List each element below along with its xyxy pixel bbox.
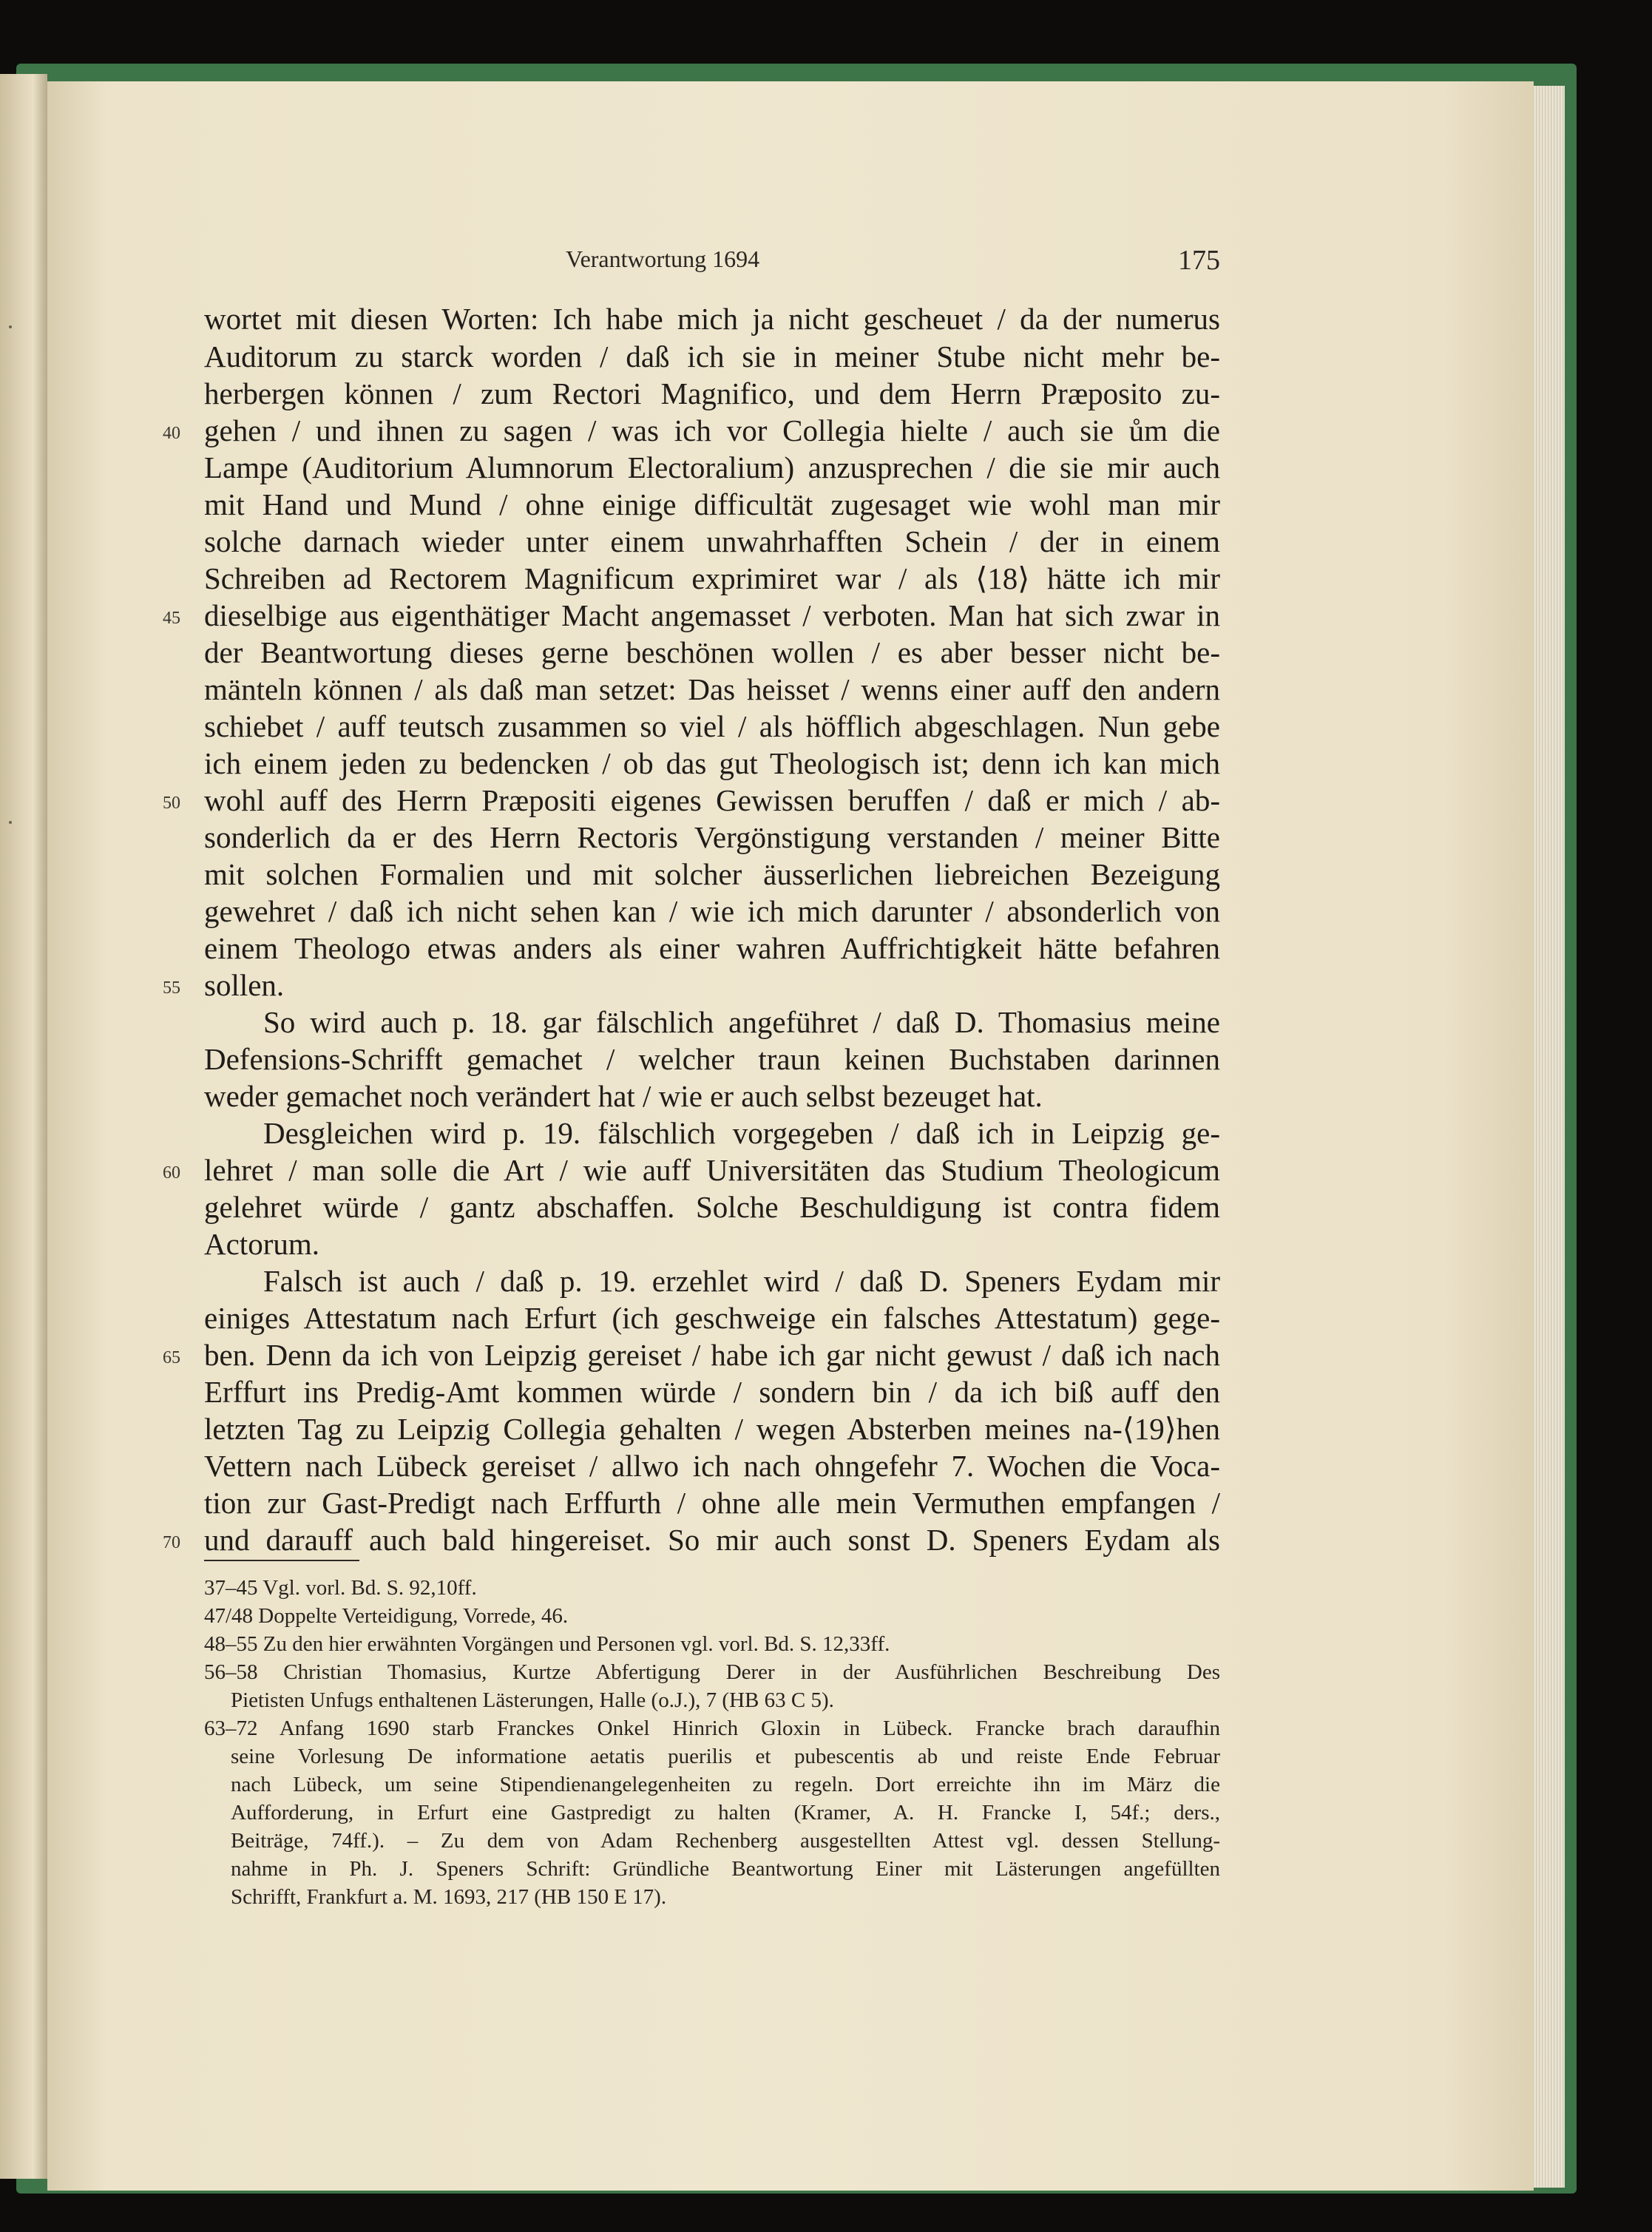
spine-mark <box>9 325 12 328</box>
text-line: mit solchen Formalien und mit solcher äusserlichen liebreichen Bezeigung <box>204 857 1220 891</box>
text-line: einem Theologo etwas anders als einer wahren Auffrichtigkeit hätte befahren <box>204 931 1220 965</box>
text-line: solche darnach wieder unter einem unwahrhafften Schein / der in einem <box>204 524 1220 558</box>
text-line: Lampe (Auditorium Alumnorum Electoralium) anzusprechen / die sie mir auch <box>204 450 1220 484</box>
footnote-rule <box>204 1560 359 1561</box>
line-number: 45 <box>163 609 180 628</box>
text-line: Defensions-Schrifft gemachet / welcher traun keinen Buchstaben darinnen <box>204 1042 1220 1076</box>
spine-mark <box>9 821 12 824</box>
footnote-line: 37–45 Vgl. vorl. Bd. S. 92,10ff. <box>204 1576 477 1600</box>
footnote-line: nahme in Ph. J. Speners Schrift: Gründliche Beantwortung Einer mit Lästerungen angefüllten <box>231 1857 1220 1881</box>
text-line: gewehret / daß ich nicht sehen kan / wie ich mich darunter / absonderlich von <box>204 894 1220 928</box>
footnote-line: Pietisten Unfugs enthaltenen Lästerungen, Halle (o.J.), 7 (HB 63 C 5). <box>231 1688 834 1712</box>
line-number: 50 <box>163 794 180 813</box>
text-line: Vettern nach Lübeck gereiset / allwo ich nach ohngefehr 7. Wochen die Voca- <box>204 1449 1220 1483</box>
line-number: 40 <box>163 424 180 443</box>
footnote-line: nach Lübeck, um seine Stipendienangelegenheiten zu regeln. Dort erreichte ihn im März die <box>231 1773 1220 1796</box>
text-line: letzten Tag zu Leipzig Collegia gehalten / wegen Absterben meines na-⟨19⟩hen <box>204 1412 1220 1446</box>
footnote-line: Schrifft, Frankfurt a. M. 1693, 217 (HB 150 E 17). <box>231 1885 667 1909</box>
text-line: gelehret würde / gantz abschaffen. Solche Beschuldigung ist contra fidem <box>204 1190 1220 1224</box>
text-line: Falsch ist auch / daß p. 19. erzehlet wird / daß D. Speners Eydam mir <box>263 1264 1220 1298</box>
text-line: Auditorum zu starck worden / daß ich sie in meiner Stube nicht mehr be- <box>204 339 1220 373</box>
text-line: Actorum. <box>204 1227 319 1261</box>
text-line: sollen. <box>204 968 285 1002</box>
page-block-edges <box>1534 86 1565 2188</box>
line-number: 65 <box>163 1348 180 1367</box>
text-line: der Beantwortung dieses gerne beschönen wollen / es aber besser nicht be- <box>204 635 1220 669</box>
text-line: und darauff auch bald hingereiset. So mir auch sonst D. Speners Eydam als <box>204 1523 1220 1557</box>
text-line: lehret / man solle die Art / wie auff Universitäten das Studium Theologicum <box>204 1153 1220 1187</box>
text-line: gehen / und ihnen zu sagen / was ich vor Collegia hielte / auch sie ům die <box>204 413 1220 447</box>
text-line: wortet mit diesen Worten: Ich habe mich ja nicht gescheuet / da der numerus <box>204 302 1220 336</box>
footnote-line: 63–72 Anfang 1690 starb Franckes Onkel Hinrich Gloxin in Lübeck. Francke brach daraufhin <box>204 1717 1220 1740</box>
text-line: einiges Attestatum nach Erfurt (ich geschweige ein falsches Attestatum) gege- <box>204 1301 1220 1335</box>
text-line: ben. Denn da ich von Leipzig gereiset / habe ich gar nicht gewust / daß ich nach <box>204 1338 1220 1372</box>
text-line: schiebet / auff teutsch zusammen so viel / als höfflich abgeschlagen. Nun gebe <box>204 709 1220 743</box>
footnote-line: Beiträge, 74ff.). – Zu dem von Adam Rechenberg ausgestellten Attest vgl. dessen Stellung- <box>231 1829 1220 1853</box>
text-line: wohl auff des Herrn Præpositi eigenes Gewissen beruffen / daß er mich / ab- <box>204 783 1220 817</box>
footnote-line: Aufforderung, in Erfurt eine Gastpredigt zu halten (Kramer, A. H. Francke I, 54f.; ders., <box>231 1801 1220 1825</box>
text-line: So wird auch p. 18. gar fälschlich angeführet / daß D. Thomasius meine <box>263 1005 1220 1039</box>
page-number: 175 <box>1178 245 1220 276</box>
line-number: 70 <box>163 1533 180 1552</box>
text-line: mit Hand und Mund / ohne einige difficultät zugesaget wie wohl man mir <box>204 487 1220 521</box>
text-line: mänteln können / als daß man setzet: Das heisset / wenns einer auff den andern <box>204 672 1220 706</box>
line-number: 60 <box>163 1163 180 1183</box>
line-number: 55 <box>163 978 180 998</box>
text-line: Desgleichen wird p. 19. fälschlich vorgegeben / daß ich in Leipzig ge- <box>263 1116 1220 1150</box>
text-line: Erffurt ins Predig-Amt kommen würde / sondern bin / da ich biß auff den <box>204 1375 1220 1409</box>
footnote-line: 48–55 Zu den hier erwähnten Vorgängen und Personen vgl. vorl. Bd. S. 12,33ff. <box>204 1632 890 1656</box>
text-line: ich einem jeden zu bedencken / ob das gut Theologisch ist; denn ich kan mich <box>204 746 1220 780</box>
footnote-line: 56–58 Christian Thomasius, Kurtze Abfertigung Derer in der Ausführlichen Beschreibung Des <box>204 1660 1220 1684</box>
text-line: herbergen können / zum Rectori Magnifico, und dem Herrn Præposito zu- <box>204 376 1220 410</box>
left-page-edge <box>0 74 47 2179</box>
text-line: tion zur Gast-Predigt nach Erffurth / ohne alle mein Vermuthen empfangen / <box>204 1486 1220 1520</box>
text-line: sonderlich da er des Herrn Rectoris Vergönstigung verstanden / meiner Bitte <box>204 820 1220 854</box>
text-line: weder gemachet noch verändert hat / wie er auch selbst bezeuget hat. <box>204 1079 1043 1113</box>
text-line: Schreiben ad Rectorem Magnificum exprimiret war / als ⟨18⟩ hätte ich mir <box>204 561 1220 595</box>
footnote-line: 47/48 Doppelte Verteidigung, Vorrede, 46. <box>204 1604 569 1628</box>
running-head: Verantwortung 1694 <box>566 246 760 272</box>
text-line: dieselbige aus eigenthätiger Macht angemasset / verboten. Man hat sich zwar in <box>204 598 1220 632</box>
footnote-line: seine Vorlesung De informatione aetatis puerilis et pubescentis ab und reiste Ende Februar <box>231 1745 1220 1768</box>
